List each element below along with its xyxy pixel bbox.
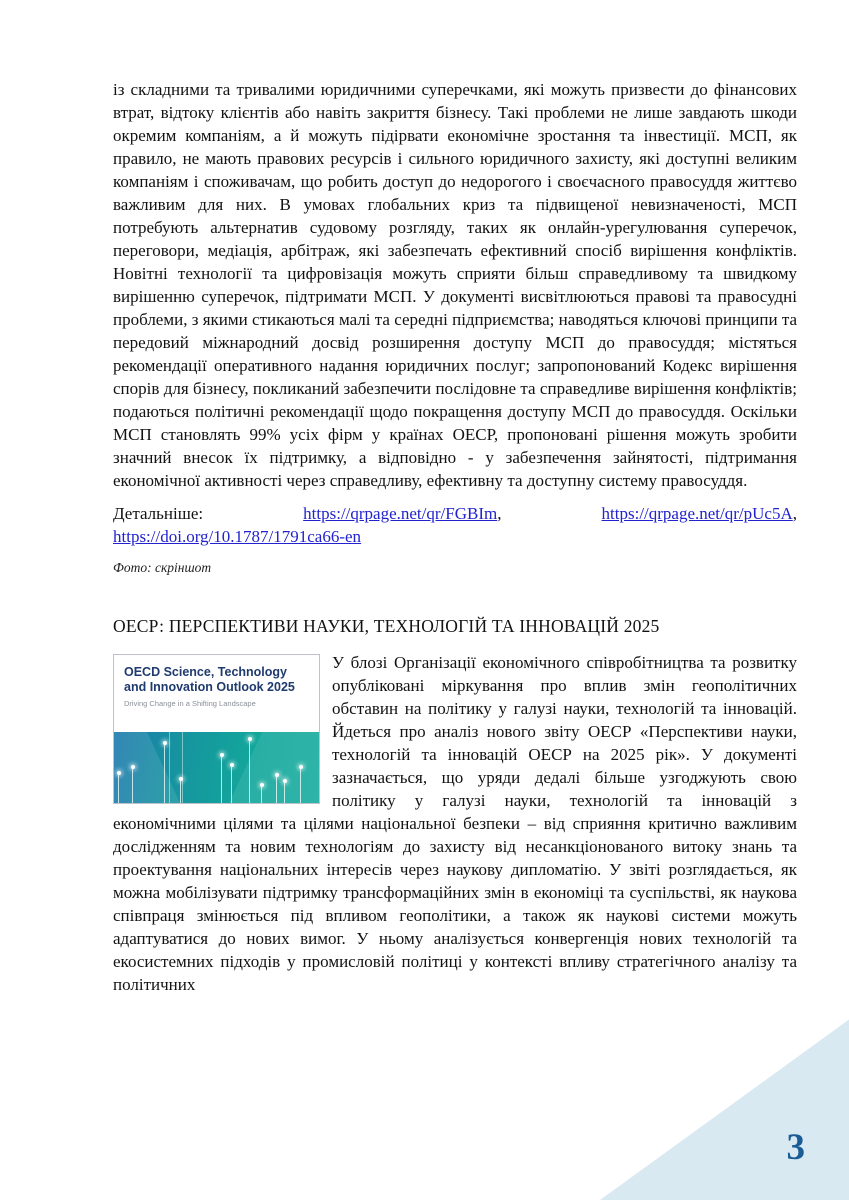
cover-pin-tip	[131, 765, 135, 769]
article1-paragraph: із складними та тривалими юридичними суперечками, які можуть призвести до фінансових втрат, відтоку клієнтів або навіть закриття бізнесу. Такі проблеми не лише завдають шкоди окремим компаніям, а й можуть підірвати економічне зростання та інвестиції. МСП, як правило, не мають правових ресурсів і сильного юридичного захисту, які доступні великим компаніям і споживачам, що робить доступ до недорогого і своєчасного правосуддя життєво важливим для них. В умовах глобальних криз та підвищеної невизначеності, МСП потребують альтернатив судовому розгляду, таких як онлайн-урегулювання суперечок, переговори, медіація, арбітраж, які забезпечать ефективний спосіб вирішення конфліктів. Новітні технології та цифровізація можуть сприяти більш справедливому та швидкому вирішенню суперечок, підтримати МСП. У документі висвітлюються правові та правосудні проблеми, з якими стикаються малі та середні підприємства; наводяться ключові принципи та передовий міжнародний досвід розширення доступу МСП до правосуддя; містяться рекомендації оперативного надання юридичних послуг; запропонований Кодекс вирішення спорів для бізнесу, покликаний забезпечити послідовне та справедливе вирішення конфліктів; подаються політичні рекомендації щодо покращення доступу МСП до правосуддя. Оскільки МСП становлять 99% усіх фірм у країнах ОЕСР, пропоновані рішення можуть зробити значний внесок їх підтримку, а відповідно - у забезпечення зайнятості, підтримання економічної активності через справедливу, ефективну та доступну систему правосуддя.	[113, 80, 797, 490]
page-content	[113, 78, 797, 996]
link-group-1	[303, 502, 501, 525]
article2-paragraph: У блозі Організації економічного співробітництва та розвитку опубліковані міркування про вплив змін геополітичних обставин на політику у галузі науки, технологій та інновацій. Йдеться про аналіз нового звіту ОЕСР «Перспективи науки, технологій та інновацій ОЕСР на 2025 рік». У документі зазначається, що уряди дедалі більше узгоджують свою політику у галузі науки, технологій та інновацій з економічними цілями та цілями національної безпеки – від сприяння критично важливим дослідженням та новим технологіям до захисту від несанкціонованого витоку знань та проектування національних інтересів через наукову дипломатію. У звіті розглядається, як можна мобілізувати підтримку трансформаційних змін в економіці та суспільстві, як наукова співпраця змінюється під впливом геополітики, а також як наукові системи можуть адаптуватися до нових вимог. У ньому аналізується конвергенція нових технологій та екосистемних підходів у промисловій політиці у контексті впливу стратегічного аналізу та політичних	[113, 653, 797, 994]
cover-pin-tip	[283, 779, 287, 783]
article2-heading: ОЕСР: ПЕРСПЕКТИВИ НАУКИ, ТЕХНОЛОГІЙ ТА ІННОВАЦІЙ 2025	[113, 616, 660, 636]
cover-pin-graphic	[249, 739, 250, 803]
cover-pin-graphic	[132, 767, 133, 803]
doi-line	[113, 525, 797, 548]
link-1-separator: ,	[497, 504, 502, 523]
page-number: 3	[786, 1127, 805, 1168]
cover-title-line1: OECD Science, Technology	[124, 665, 288, 679]
cover-pin-graphic	[261, 785, 262, 803]
cover-pin-tip	[117, 771, 121, 775]
cover-pin-tip	[275, 773, 279, 777]
link-2-separator: ,	[792, 504, 797, 523]
cover-pin-tip	[163, 741, 167, 745]
article2-body	[113, 651, 797, 996]
cover-pin-graphic	[169, 732, 170, 803]
oecd-report-cover-image	[113, 654, 320, 804]
qr-link-2[interactable]: https://qrpage.net/qr/pUc5A	[601, 504, 793, 523]
details-block	[113, 502, 797, 548]
cover-pin-tip	[260, 783, 264, 787]
corner-triangle-decoration	[600, 1008, 849, 1200]
qr-link-1[interactable]: https://qrpage.net/qr/FGBIm	[303, 504, 498, 523]
cover-pin-graphic	[284, 781, 285, 803]
cover-pin-tip	[230, 763, 234, 767]
cover-teal-band-graphic	[114, 732, 319, 803]
link-group-2	[602, 502, 797, 525]
cover-pin-graphic	[182, 732, 183, 803]
details-label: Детальніше:	[113, 504, 204, 523]
cover-pin-graphic	[231, 765, 232, 803]
details-line	[113, 502, 797, 525]
cover-pin-graphic	[180, 779, 181, 803]
cover-pin-tip	[299, 765, 303, 769]
cover-title	[124, 665, 319, 695]
cover-pin-graphic	[164, 743, 165, 803]
cover-pin-graphic	[276, 775, 277, 803]
cover-pin-graphic	[118, 773, 119, 803]
cover-pin-tip	[248, 737, 252, 741]
cover-pin-tip	[220, 753, 224, 757]
cover-title-line2: and Innovation Outlook 2025	[124, 680, 295, 694]
photo-caption: Фото: скріншот	[113, 560, 212, 575]
doi-link[interactable]: https://doi.org/10.1787/1791ca66-en	[113, 527, 362, 546]
cover-pin-graphic	[221, 755, 222, 803]
cover-pin-graphic	[300, 767, 301, 803]
cover-subtitle: Driving Change in a Shifting Landscape	[124, 699, 256, 708]
